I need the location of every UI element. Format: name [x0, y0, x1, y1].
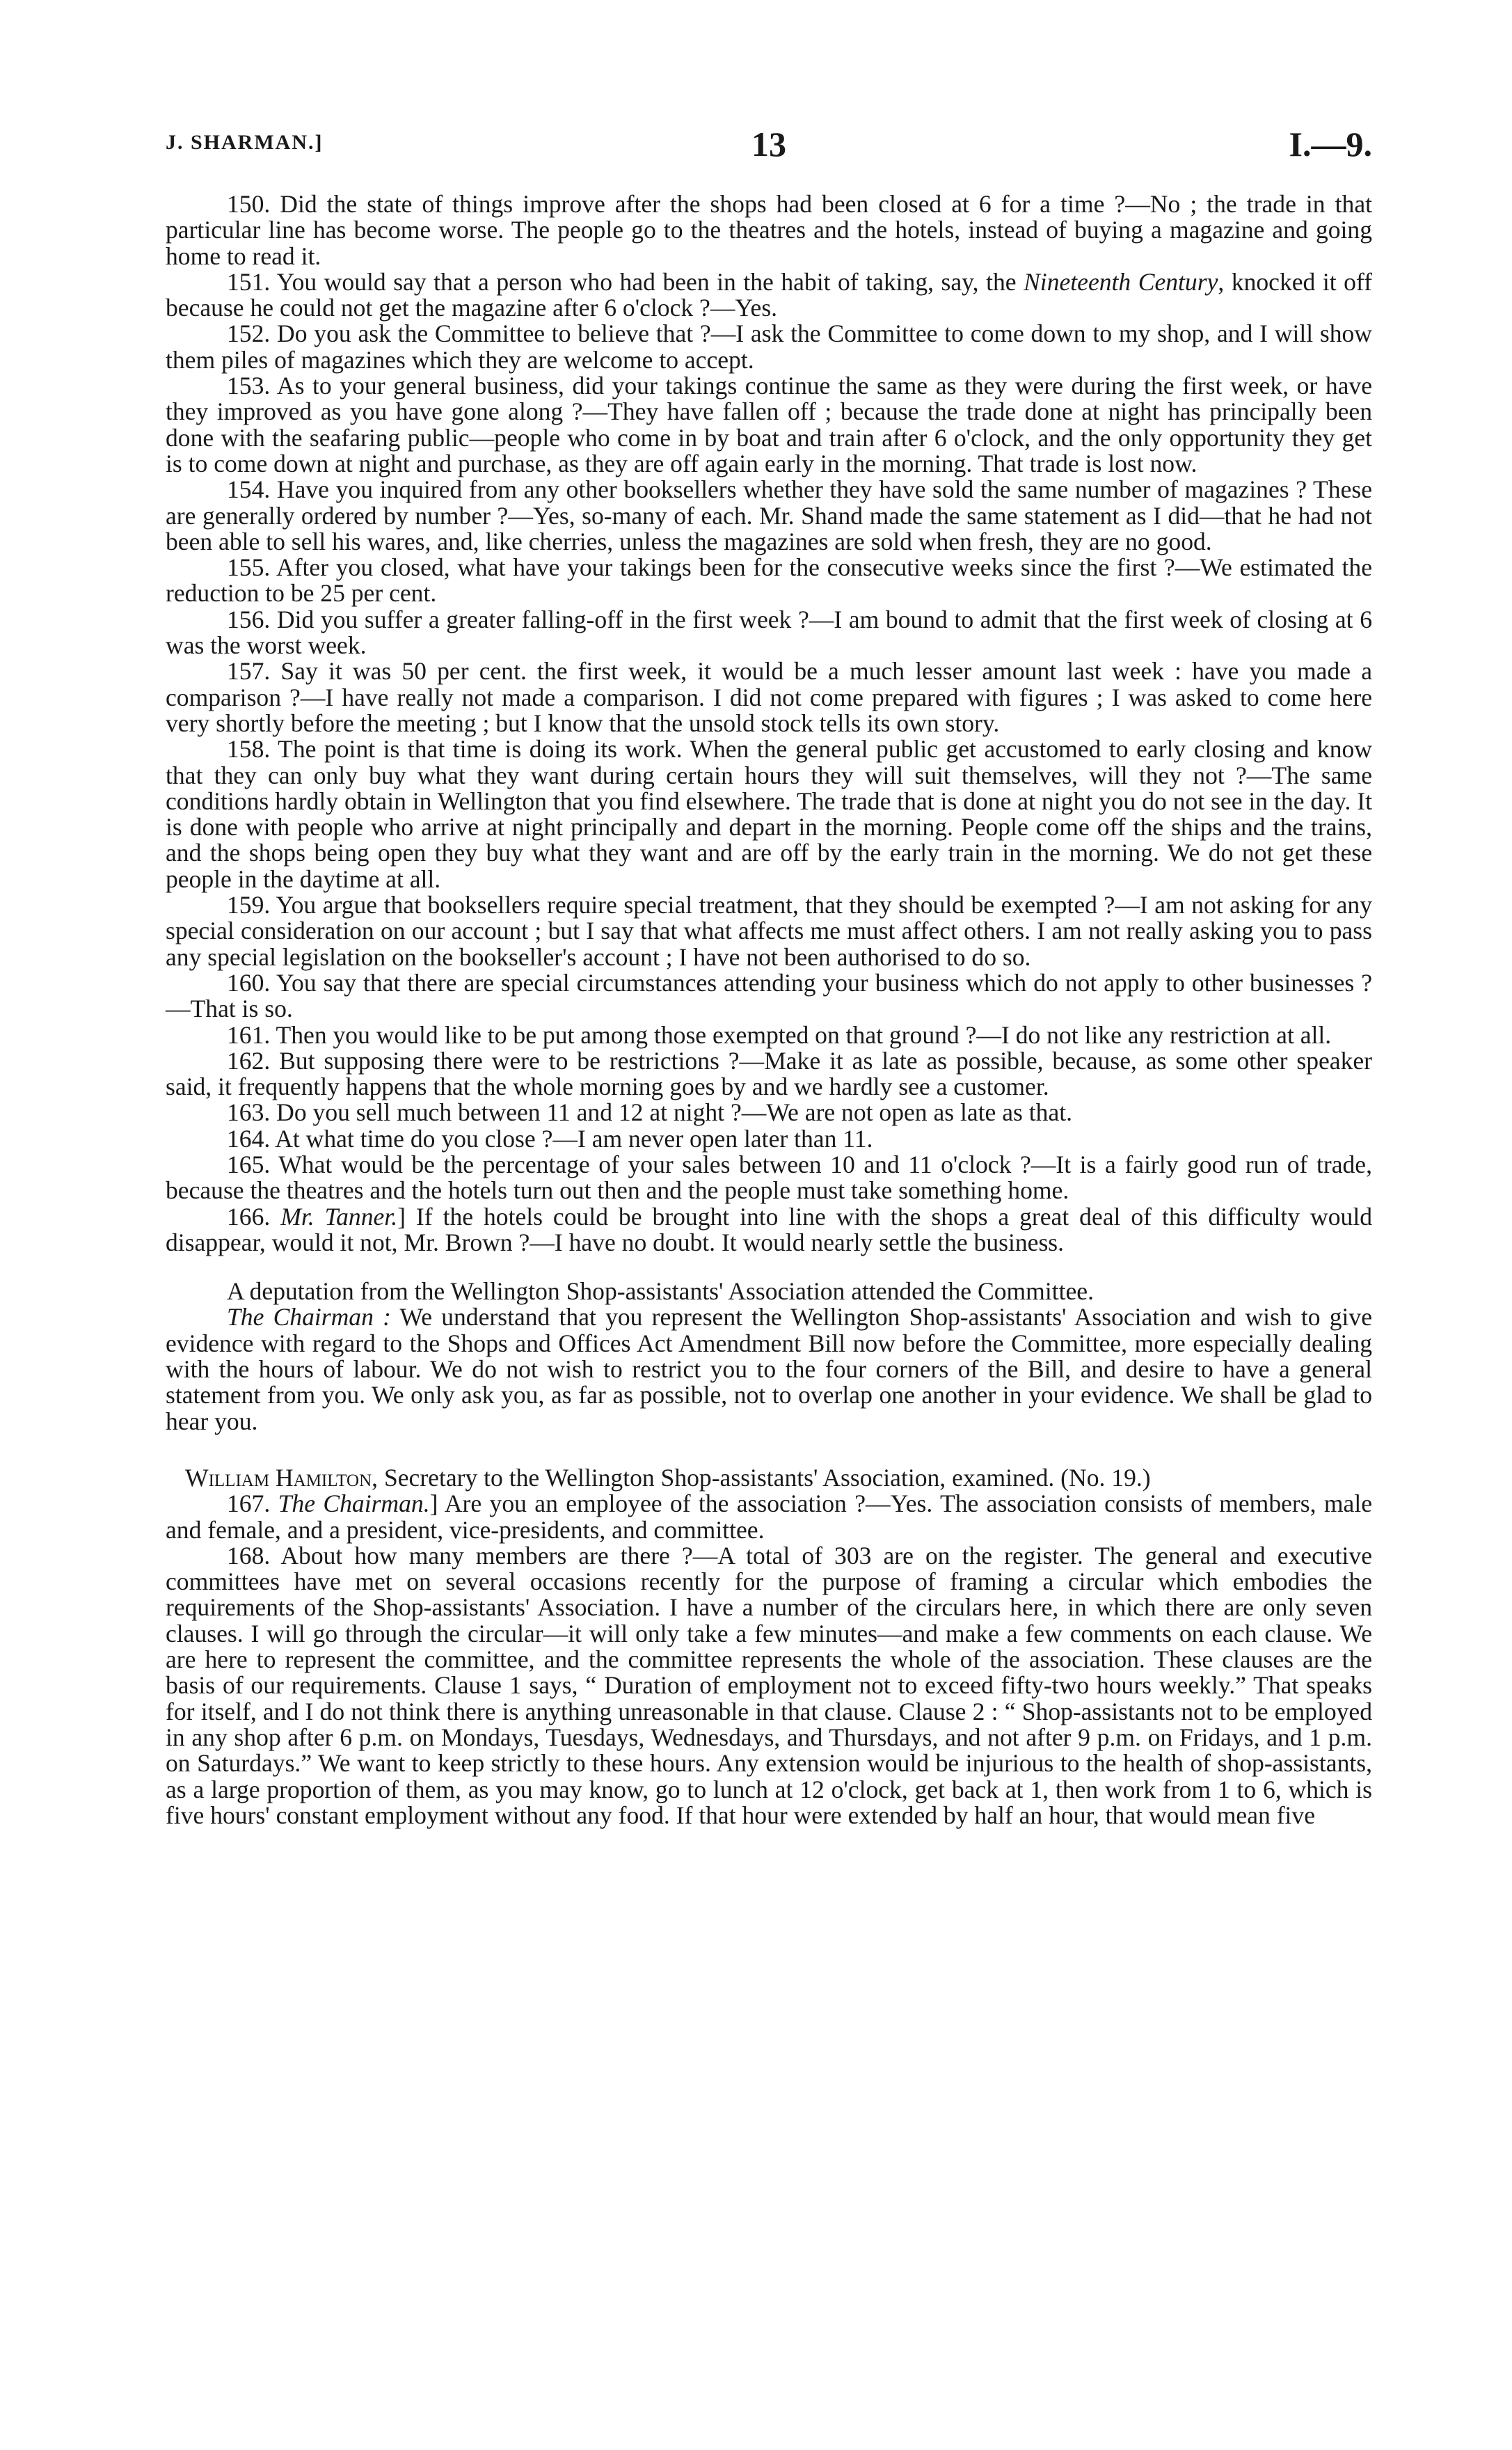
question-152: 152. Do you ask the Committee to believe that ?—I ask the Committee to come down to my shop, and I will show them piles of magazines which they are welcome to accept. — [166, 319, 1372, 374]
speaker-name: The Chairman. — [278, 1489, 430, 1518]
question-160: 160. You say that there are special circumstances attending your business which do not apply to other businesses ?—That is so. — [166, 968, 1372, 1023]
question-158: 158. The point is that time is doing its work. When the general public get accustomed to early closing and know that they can only buy what they want during certain hours they will suit themselves, will they not ?—The same conditions hardly obtain in Wellington that you find elsewhere. The trade that is done at night you do not see in the day. It is done with people who arrive at night principally and depart in the morning. People come off the ships and the trains, and the shops being open they buy what they want and are off by the early train in the morning. We do not get these people in the daytime at all. — [166, 735, 1372, 893]
question-166: 166. Mr. Tanner.] If the hotels could be brought into line with the shops a great deal of this difficulty would disappear, would it not, Mr. Brown ?—I have no doubt. It would nearly settle the business. — [166, 1202, 1373, 1256]
question-156: 156. Did you suffer a greater falling-off in the first week ?—I am bound to admit that the first week of closing at 6 was the worst week. — [166, 605, 1372, 660]
page-body — [166, 191, 1372, 1828]
question-153: 153. As to your general business, did your takings continue the same as they were during the first week, or have they improved as you have gone along ?—They have fallen off ; because the trade done at night has principally been done with the seafaring public—people who come in by boat and train after 6 o'clock, and the only opportunity they get is to come down at night and purchase, as they are off again early in the morning. That trade is lost now. — [166, 372, 1372, 477]
question-161: 161. Then you would like to be put among those exempted on that ground ?—I do not like any restriction at all. — [227, 1020, 1332, 1049]
publication-title: Nineteenth Century — [1024, 267, 1218, 296]
deputation-note: A deputation from the Wellington Shop-assistants' Association attended the Committee. — [227, 1277, 1094, 1306]
question-155: 155. After you closed, what have your takings been for the consecutive weeks since the first ?—We estimated the reduction to be 25 per cent. — [166, 553, 1372, 608]
question-150: 150. Did the state of things improve after the shops had been closed at 6 for a time ?—No ; the trade in that particular line has become worse. The people go to the theatres and the hotels, instead of buying a magazine and going home to read it. — [166, 190, 1372, 270]
question-157: 157. Say it was 50 per cent. the first week, it would be a much lesser amount last week : have you made a comparison ?—I have really not made a comparison. I did not come prepared with figures ; I was asked to come here very shortly before the meeting ; but I know that the unsold stock tells its own story. — [166, 657, 1372, 737]
witness-heading: William Hamilton, Secretary to the Wellington Shop-assistants' Association, examined. (No. 19.) — [185, 1463, 1151, 1492]
question-163: 163. Do you sell much between 11 and 12 at night ?—We are not open as late as that. — [227, 1098, 1073, 1127]
question-154: 154. Have you inquired from any other booksellers whether they have sold the same number of magazines ? These are generally ordered by number ?—Yes, so-many of each. Mr. Shand made the same statement as I did—that he had not been able to sell his wares, and, like cherries, unless the magazines are sold when fresh, they are no good. — [166, 475, 1372, 555]
speaker-name: The Chairman : — [227, 1303, 391, 1331]
page-header — [166, 124, 1372, 173]
witness-name: William Hamilton — [185, 1463, 372, 1492]
question-168: 168. About how many members are there ?—A total of 303 are on the register. The general and executive committees have met on several occasions recently for the purpose of framing a circular which embodies the requirements of the Shop-assistants' Association. I have a number of the circulars here, in which there are only seven clauses. I will go through the circular—it will only take a few minutes—and make a few comments on each clause. We are here to represent the committee, and the committee represents the whole of the association. These clauses are the basis of our requirements. Clause 1 says, “ Duration of employment not to exceed fifty-two hours weekly.” That speaks for itself, and I do not think there is anything unreasonable in that clause. Clause 2 : “ Shop-assistants not to be employed in any shop after 6 p.m. on Mondays, Tuesdays, Wednesdays, and Thursdays, and not after 9 p.m. on Fridays, and 1 p.m. on Saturdays.” We want to keep strictly to these hours. Any extension would be injurious to the health of shop-assistants, as a large proportion of them, as you may know, go to lunch at 12 o'clock, get back at 1, then work from 1 to 6, which is five hours' constant employment without any food. If that hour were extended by half an hour, that would mean five — [166, 1541, 1372, 1829]
question-151: 151. You would say that a person who had been in the habit of taking, say, the Nineteenth Century, knocked it off because he could not get the magazine after 6 o'clock ?—Yes. — [166, 267, 1372, 322]
running-head-witness: J. SHARMAN.] — [166, 131, 324, 154]
question-159: 159. You argue that booksellers require special treatment, that they should be exempted ?—I am not asking for any special consideration on our account ; but I say that what affects me must affect others. I am not really asking you to pass any special legislation on the bookseller's account ; I have not been authorised to do so. — [166, 891, 1372, 971]
page-number: 13 — [751, 125, 786, 164]
question-165: 165. What would be the percentage of your sales between 10 and 11 o'clock ?—It is a fairly good run of trade, because the theatres and the hotels turn out then and the people must take something home. — [166, 1150, 1372, 1205]
document-reference: I.—9. — [1289, 125, 1372, 164]
question-162: 162. But supposing there were to be restrictions ?—Make it as late as possible, because, as some other speaker said, it frequently happens that the whole morning goes by and we hardly see a customer. — [166, 1046, 1372, 1101]
question-164: 164. At what time do you close ?—I am never open later than 11. — [227, 1124, 873, 1153]
chairman-statement: The Chairman : We understand that you represent the Wellington Shop-assistants' Association and wish to give evidence with regard to the Shops and Offices Act Amendment Bill now before the Committee, more especially dealing with the hours of labour. We do not wish to restrict you to the four corners of the Bill, and desire to have a general statement from you. We only ask you, as far as possible, not to overlap one another in your evidence. We shall be glad to hear you. — [166, 1303, 1372, 1435]
question-167: 167. The Chairman.] Are you an employee of the association ?—Yes. The association consists of members, male and female, and a president, vice-presidents, and committee. — [166, 1489, 1373, 1544]
speaker-name: Mr. Tanner. — [280, 1202, 398, 1231]
